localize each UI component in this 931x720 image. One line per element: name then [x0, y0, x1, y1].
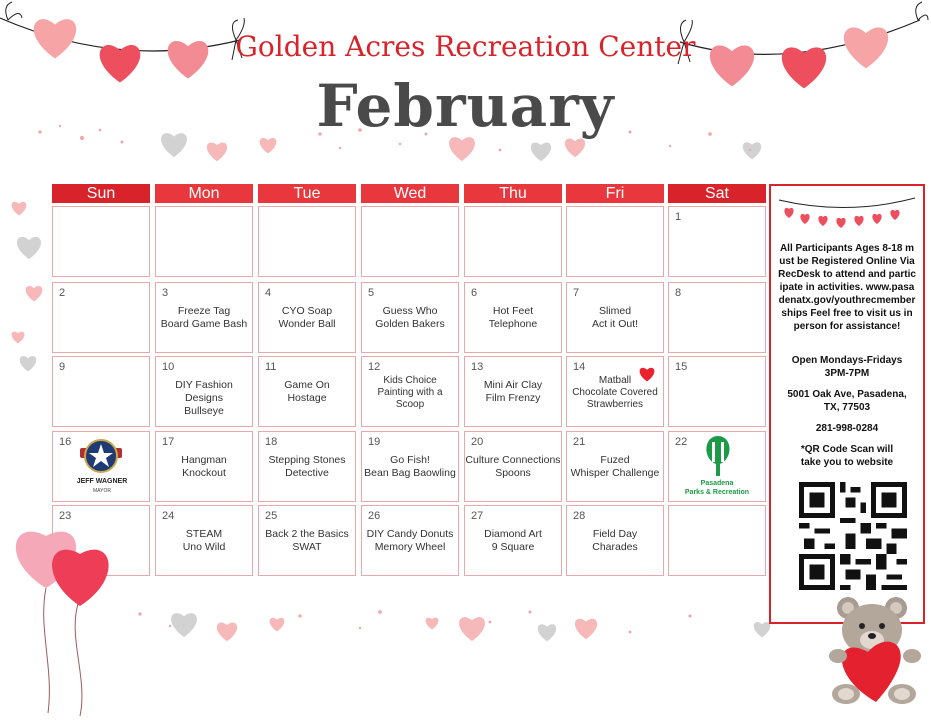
activity-item: Whisper Challenge — [570, 467, 660, 479]
activity-list — [362, 528, 458, 554]
calendar-day-cell — [361, 206, 459, 277]
day-number: 27 — [471, 510, 484, 522]
activity-list — [465, 305, 561, 331]
day-number: 19 — [368, 436, 381, 448]
mayor-role: MAYOR — [93, 488, 111, 494]
activity-list — [362, 305, 458, 331]
calendar-day-cell — [464, 206, 562, 277]
activity-item: Spoons — [495, 467, 531, 479]
city-seal-icon — [78, 436, 124, 476]
calendar-day-cell — [52, 282, 150, 353]
calendar-day-cell — [258, 206, 356, 277]
activity-item: Back 2 the Basics — [265, 528, 349, 540]
activity-item: Culture Connections — [465, 454, 561, 466]
day-header-sun: Sun — [52, 184, 150, 203]
qr-note-line1: *QR Code Scan will — [800, 444, 894, 455]
day-header-mon: Mon — [155, 184, 253, 203]
calendar-day-cell — [258, 282, 356, 353]
day-number: 12 — [368, 361, 381, 373]
day-number: 13 — [471, 361, 484, 373]
heart-icon — [10, 330, 26, 344]
day-number: 7 — [573, 287, 580, 299]
day-header-sat: Sat — [668, 184, 766, 203]
activity-item: Strawberries — [586, 399, 644, 410]
activity-list — [465, 528, 561, 554]
day-number: 3 — [162, 287, 169, 299]
heart-icon — [638, 366, 656, 382]
calendar-day-cell — [258, 356, 356, 427]
activity-item: 9 Square — [491, 541, 535, 553]
calendar-day-cell — [258, 505, 356, 576]
calendar-day-cell — [361, 282, 459, 353]
activity-item: Detective — [285, 467, 329, 479]
activity-item: Chocolate Covered — [572, 387, 658, 398]
qr-code[interactable] — [799, 482, 907, 590]
activity-item: Telephone — [488, 318, 538, 330]
activity-item: Knockout — [182, 467, 226, 479]
activity-item: Bean Bag Baowling — [364, 467, 456, 479]
activity-list — [567, 528, 663, 554]
activity-item: Matball — [598, 375, 632, 386]
day-number: 9 — [59, 361, 66, 373]
calendar-day-cell — [464, 282, 562, 353]
activity-item: Painting with a — [377, 387, 443, 398]
heart-bunting — [777, 192, 917, 234]
calendar-day-cell — [258, 431, 356, 502]
activity-list — [259, 305, 355, 331]
activity-item: Scoop — [395, 399, 425, 410]
activity-item: Slimed — [598, 305, 632, 317]
day-number: 28 — [573, 510, 586, 522]
calendar-day-cell — [155, 206, 253, 277]
activity-item: CYO Soap — [281, 305, 333, 317]
activity-list — [156, 305, 252, 331]
calendar-day-cell — [566, 431, 664, 502]
hours-line1: Open Mondays-Fridays — [791, 355, 903, 366]
heart-icon — [18, 354, 38, 372]
parks-line1: Pasadena — [700, 480, 734, 487]
activity-item: Wonder Ball — [278, 318, 336, 330]
activity-item: DIY Fashion Designs — [175, 379, 233, 404]
day-number: 23 — [59, 510, 72, 522]
day-number: 20 — [471, 436, 484, 448]
activity-list — [362, 375, 458, 411]
calendar-day-cell — [155, 505, 253, 576]
activity-item: DIY Candy Donuts — [366, 528, 454, 540]
hours-line2: 3PM-7PM — [824, 368, 870, 379]
activity-list — [259, 454, 355, 480]
activity-list — [567, 305, 663, 331]
day-header-thu: Thu — [464, 184, 562, 203]
activity-item: Bullseye — [184, 405, 224, 417]
activity-item: Stepping Stones — [268, 454, 346, 466]
activity-item: Diamond Art — [484, 528, 542, 540]
calendar-day-cell — [464, 431, 562, 502]
activity-item: Charades — [592, 541, 638, 553]
qr-note-line2: take you to website — [800, 457, 894, 468]
center-title: Golden Acres Recreation Center — [235, 30, 696, 63]
calendar-day-cell — [361, 431, 459, 502]
calendar-day-cell — [668, 505, 766, 576]
activity-item: Game On — [284, 379, 330, 391]
calendar-day-cell — [52, 356, 150, 427]
teddy-bear-icon — [826, 594, 926, 712]
activity-item: Kids Choice — [383, 375, 437, 386]
activity-list — [259, 528, 355, 554]
phone-number: 281-998-0284 — [815, 423, 879, 434]
day-number: 25 — [265, 510, 278, 522]
activity-item: Act it Out! — [591, 318, 639, 330]
activity-item: Board Game Bash — [160, 318, 248, 330]
calendar-day-cell — [155, 431, 253, 502]
calendar-day-cell — [668, 356, 766, 427]
day-number: 24 — [162, 510, 175, 522]
calendar-day-cell — [361, 356, 459, 427]
day-number: 4 — [265, 287, 272, 299]
day-number: 15 — [675, 361, 688, 373]
heart-icon — [14, 234, 44, 260]
activity-item: Go Fish! — [390, 454, 430, 466]
day-number: 2 — [59, 287, 66, 299]
parks-logo — [668, 432, 766, 500]
day-number: 8 — [675, 287, 682, 299]
mayor-seal — [54, 432, 150, 500]
heart-icon — [10, 200, 28, 216]
calendar-day-cell — [668, 206, 766, 277]
calendar-day-cell — [566, 206, 664, 277]
day-number: 26 — [368, 510, 381, 522]
registration-note: All Participants Ages 8-18 must be Registered Online Via RecDesk to attend and participate in activities. www.pasadenatx.gov/youthrecmemberships Feel free to visit us in person for assistance! — [778, 243, 916, 332]
day-header-tue: Tue — [258, 184, 356, 203]
calendar-day-cell — [155, 282, 253, 353]
activity-item: Memory Wheel — [374, 541, 446, 553]
address-line1: 5001 Oak Ave, Pasadena, — [787, 389, 907, 400]
activity-list — [156, 454, 252, 480]
day-header-wed: Wed — [361, 184, 459, 203]
activity-item: SWAT — [292, 541, 322, 553]
activity-item: Hot Feet — [492, 305, 534, 317]
day-number: 11 — [265, 361, 277, 373]
day-number: 14 — [573, 361, 586, 373]
activity-list — [156, 379, 252, 418]
month-title: February — [316, 72, 615, 140]
calendar-day-cell — [52, 206, 150, 277]
heart-balloons-icon — [8, 518, 128, 718]
day-number: 10 — [162, 361, 175, 373]
activity-list — [465, 379, 561, 405]
activity-item: Field Day — [592, 528, 638, 540]
activity-item: Fuzed — [600, 454, 630, 466]
day-number: 6 — [471, 287, 478, 299]
calendar-day-cell — [566, 282, 664, 353]
day-number: 18 — [265, 436, 278, 448]
activity-item: Freeze Tag — [177, 305, 231, 317]
day-number: 22 — [675, 436, 688, 448]
activity-list — [465, 454, 561, 480]
calendar-day-cell — [155, 356, 253, 427]
calendar-day-cell — [464, 505, 562, 576]
decorative-dots — [130, 602, 770, 642]
parks-leaf-icon — [698, 434, 738, 478]
calendar-day-cell — [566, 505, 664, 576]
day-number: 16 — [59, 436, 72, 448]
day-number: 17 — [162, 436, 175, 448]
activity-item: Guess Who — [382, 305, 438, 317]
activity-item: Uno Wild — [182, 541, 226, 553]
calendar-day-cell — [668, 282, 766, 353]
day-number: 1 — [675, 211, 682, 223]
activity-list — [567, 454, 663, 480]
activity-item: STEAM — [185, 528, 223, 540]
activity-list — [362, 454, 458, 480]
activity-item: Mini Air Clay — [483, 379, 543, 391]
activity-item: Hangman — [181, 454, 227, 466]
activity-list — [156, 528, 252, 554]
calendar-day-cell — [464, 356, 562, 427]
activity-item: Golden Bakers — [375, 318, 445, 330]
calendar-day-cell — [361, 505, 459, 576]
day-number: 5 — [368, 287, 375, 299]
day-number: 21 — [573, 436, 586, 448]
day-header-fri: Fri — [566, 184, 664, 203]
activity-list — [259, 379, 355, 405]
address-line2: TX, 77503 — [823, 402, 871, 413]
activity-item: Film Frenzy — [485, 392, 541, 404]
parks-line2: Parks & Recreation — [684, 489, 750, 496]
mayor-name: JEFF WAGNER — [76, 478, 128, 485]
heart-icon — [24, 284, 44, 302]
activity-item: Hostage — [287, 392, 327, 404]
info-sidebar — [769, 184, 925, 624]
